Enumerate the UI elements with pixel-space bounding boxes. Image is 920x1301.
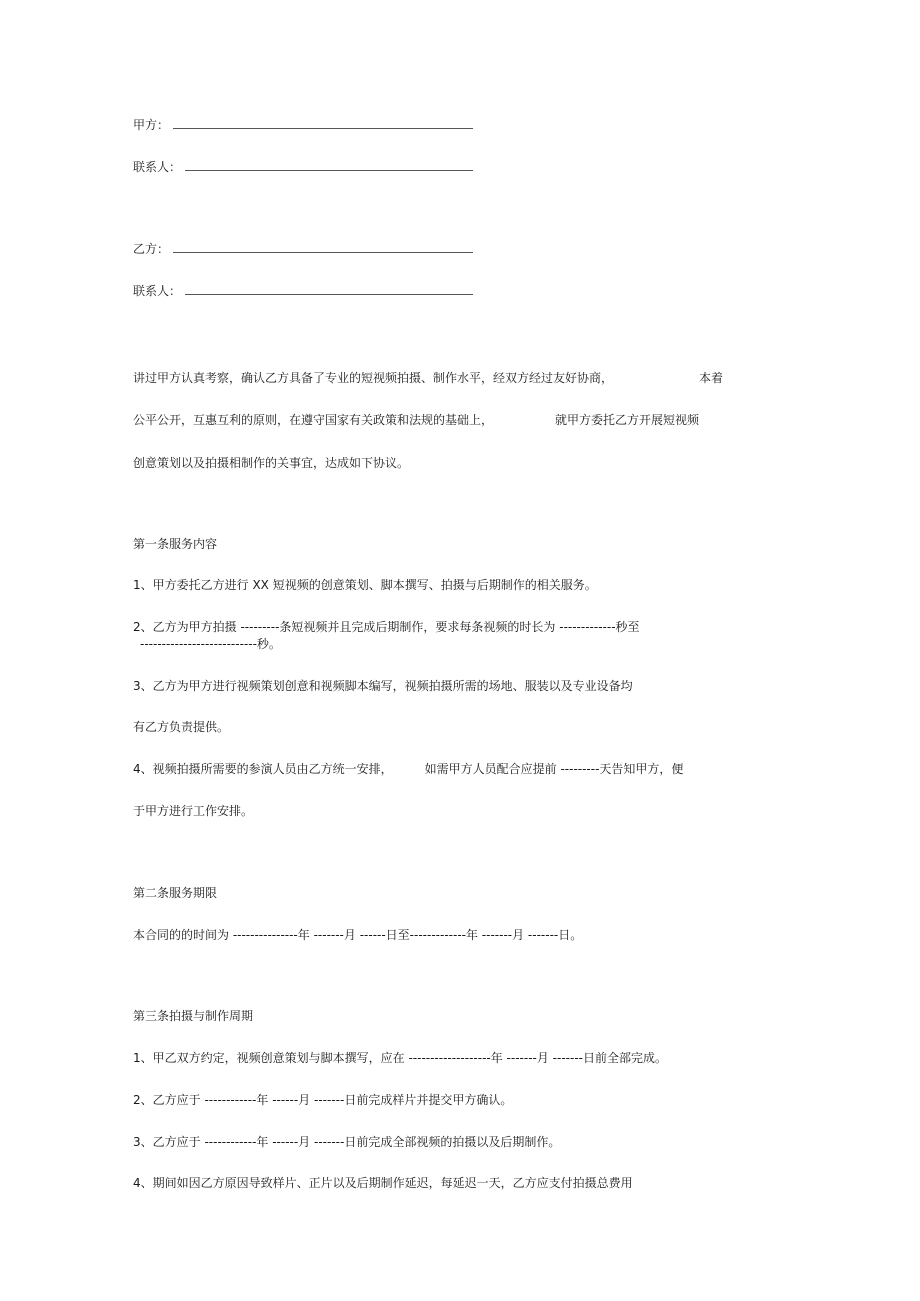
article-1-item-3-cont: 有乙方负责提供。 [133,720,230,734]
contact-b-blank[interactable] [185,282,473,295]
article-3-item-1: 1、甲乙双方约定，视频创意策划与脚本撰写，应在 -------------------年 -------月 -------日前全部完成。 [133,1051,667,1065]
article-1-item-2: 2、乙方为甲方拍摄 ---------条短视频并且完成后期制作，要求每条视频的时长为 -------------秒至 [133,620,640,634]
article-3-item-3: 3、乙方应于 ------------年 ------月 -------日前完成全部视频的拍摄以及后期制作。 [133,1135,561,1149]
item-text: 4、视频拍摄所需要的参演人员由乙方统一安排， [133,762,393,776]
intro-line-2 [133,412,699,428]
party-b-label: 乙方： [133,242,170,256]
intro-text: 讲过甲方认真考察，确认乙方具备了专业的短视频拍摄、制作水平，经双方经过友好协商， [133,371,614,385]
article-1-item-3: 3、乙方为甲方进行视频策划创意和视频脚本编写，视频拍摄所需的场地、服装以及专业设备均 [133,679,633,693]
party-b-blank[interactable] [173,240,473,253]
article-2-heading: 第二条服务期限 [133,886,218,900]
article-1-heading: 第一条服务内容 [133,537,218,551]
contact-a-row [133,158,473,175]
article-1-item-2-cont: ---------------------------秒。 [140,637,281,651]
article-1-item-1: 1、甲方委托乙方进行 XX 短视频的创意策划、脚本撰写、拍摄与后期制作的相关服务。 [133,578,597,592]
party-b-row [133,240,473,257]
party-a-blank[interactable] [173,116,473,129]
intro-line-3: 创意策划以及拍摄相制作的关事宜，达成如下协议。 [133,456,410,470]
party-a-row [133,116,473,133]
contact-b-row [133,282,473,299]
contact-a-blank[interactable] [185,158,473,171]
article-1-item-4 [133,761,683,777]
article-3-heading: 第三条拍摄与制作周期 [133,1009,254,1023]
article-2-text: 本合同的的时间为 ---------------年 -------月 ------日至-------------年 -------月 -------日。 [133,928,583,942]
article-3-item-4: 4、期间如因乙方原因导致样片、正片以及后期制作延迟，每延迟一天，乙方应支付拍摄总费用 [133,1176,633,1190]
intro-text: 就甲方委托乙方开展短视频 [555,413,700,427]
contact-a-label: 联系人： [133,160,182,174]
intro-line-1 [133,370,723,386]
item-text: 如需甲方人员配合应提前 ---------天告知甲方，便 [424,762,684,776]
article-1-item-4-cont: 于甲方进行工作安排。 [133,804,254,818]
contact-b-label: 联系人： [133,284,182,298]
party-a-label: 甲方： [133,118,170,132]
article-3-item-2: 2、乙方应于 ------------年 ------月 -------日前完成样片并提交甲方确认。 [133,1093,513,1107]
intro-text: 公平公开，互惠互利的原则，在遵守国家有关政策和法规的基础上， [133,413,494,427]
intro-text: 本着 [699,371,724,385]
